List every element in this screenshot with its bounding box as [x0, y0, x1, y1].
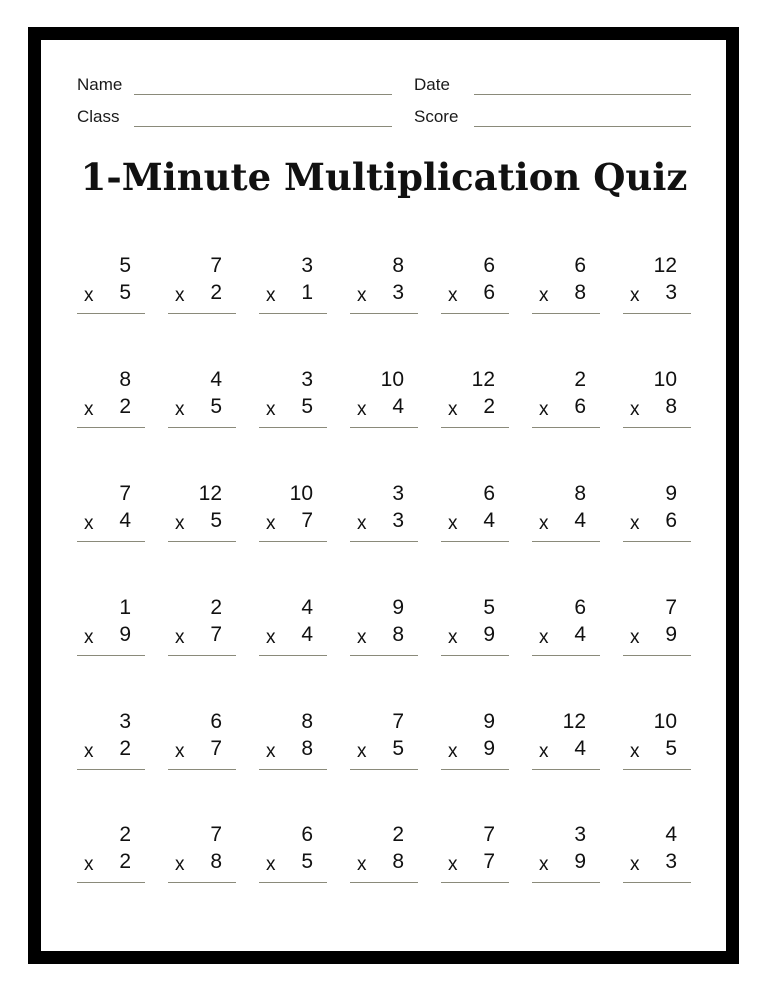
- problem: [623, 482, 691, 552]
- multiply-sign: x: [357, 627, 367, 648]
- problem-top-number: 6: [301, 823, 313, 846]
- answer-line[interactable]: [350, 655, 418, 656]
- problem: [259, 254, 327, 324]
- multiply-sign: x: [630, 513, 640, 534]
- problem: [168, 596, 236, 666]
- problem: [77, 368, 145, 438]
- multiply-sign: x: [630, 854, 640, 875]
- answer-line[interactable]: [77, 769, 145, 770]
- multiply-sign: x: [175, 399, 185, 420]
- problem: [441, 823, 509, 893]
- answer-line[interactable]: [168, 882, 236, 883]
- problem: [168, 482, 236, 552]
- problem: [350, 596, 418, 666]
- problem-top-number: 5: [483, 596, 495, 619]
- multiply-sign: x: [539, 399, 549, 420]
- problem-bottom-number: 9: [119, 623, 131, 646]
- answer-line[interactable]: [259, 655, 327, 656]
- answer-line[interactable]: [532, 313, 600, 314]
- problem-bottom-number: 4: [574, 737, 586, 760]
- problem-bottom-number: 5: [301, 850, 313, 873]
- problem: [259, 482, 327, 552]
- problem-bottom-number: 4: [574, 623, 586, 646]
- answer-line[interactable]: [623, 427, 691, 428]
- problem: [168, 368, 236, 438]
- multiply-sign: x: [357, 399, 367, 420]
- problem-bottom-number: 7: [210, 623, 222, 646]
- answer-line[interactable]: [350, 882, 418, 883]
- multiply-sign: x: [539, 285, 549, 306]
- problem-bottom-number: 5: [210, 509, 222, 532]
- date-label: Date: [414, 75, 450, 94]
- multiply-sign: x: [448, 854, 458, 875]
- problem: [441, 482, 509, 552]
- problem-bottom-number: 8: [665, 395, 677, 418]
- answer-line[interactable]: [441, 769, 509, 770]
- answer-line[interactable]: [623, 769, 691, 770]
- problem: [350, 254, 418, 324]
- problem-top-number: 3: [301, 254, 313, 277]
- problem-top-number: 9: [392, 596, 404, 619]
- multiply-sign: x: [84, 285, 94, 306]
- problem-bottom-number: 4: [574, 509, 586, 532]
- multiply-sign: x: [448, 513, 458, 534]
- multiply-sign: x: [539, 741, 549, 762]
- problem-top-number: 7: [210, 254, 222, 277]
- problem-top-number: 7: [392, 710, 404, 733]
- problem-bottom-number: 3: [665, 850, 677, 873]
- answer-line[interactable]: [168, 427, 236, 428]
- problem-top-number: 12: [653, 254, 677, 277]
- answer-line[interactable]: [441, 655, 509, 656]
- answer-line[interactable]: [350, 541, 418, 542]
- problem: [77, 710, 145, 780]
- problem-bottom-number: 2: [119, 737, 131, 760]
- problem-top-number: 4: [665, 823, 677, 846]
- date-field[interactable]: [474, 94, 691, 95]
- problem-bottom-number: 2: [119, 395, 131, 418]
- multiply-sign: x: [84, 741, 94, 762]
- problem-bottom-number: 3: [665, 281, 677, 304]
- problem-top-number: 3: [301, 368, 313, 391]
- problem-bottom-number: 9: [483, 737, 495, 760]
- problem-bottom-number: 6: [574, 395, 586, 418]
- multiply-sign: x: [266, 741, 276, 762]
- answer-line[interactable]: [623, 655, 691, 656]
- multiply-sign: x: [266, 513, 276, 534]
- answer-line[interactable]: [259, 427, 327, 428]
- problem: [623, 596, 691, 666]
- class-field[interactable]: [134, 126, 392, 127]
- multiply-sign: x: [539, 513, 549, 534]
- answer-line[interactable]: [623, 882, 691, 883]
- problem-bottom-number: 7: [483, 850, 495, 873]
- problem-bottom-number: 4: [392, 395, 404, 418]
- problem: [350, 368, 418, 438]
- problem-top-number: 2: [119, 823, 131, 846]
- problem: [532, 710, 600, 780]
- problem: [350, 710, 418, 780]
- problem: [168, 254, 236, 324]
- answer-line[interactable]: [532, 769, 600, 770]
- problem-top-number: 9: [665, 482, 677, 505]
- multiply-sign: x: [630, 285, 640, 306]
- problem-bottom-number: 2: [483, 395, 495, 418]
- multiply-sign: x: [357, 285, 367, 306]
- problem-bottom-number: 9: [665, 623, 677, 646]
- problem: [532, 368, 600, 438]
- problem: [441, 710, 509, 780]
- problem-top-number: 2: [392, 823, 404, 846]
- multiply-sign: x: [175, 513, 185, 534]
- multiply-sign: x: [175, 627, 185, 648]
- answer-line[interactable]: [441, 427, 509, 428]
- multiply-sign: x: [448, 399, 458, 420]
- problem-top-number: 7: [483, 823, 495, 846]
- problem: [259, 368, 327, 438]
- answer-line[interactable]: [441, 882, 509, 883]
- problem-bottom-number: 5: [392, 737, 404, 760]
- multiply-sign: x: [448, 285, 458, 306]
- answer-line[interactable]: [168, 541, 236, 542]
- problem: [532, 254, 600, 324]
- answer-line[interactable]: [259, 313, 327, 314]
- problem: [441, 368, 509, 438]
- problem-top-number: 8: [392, 254, 404, 277]
- multiply-sign: x: [266, 854, 276, 875]
- problem: [441, 596, 509, 666]
- problem: [77, 596, 145, 666]
- problem-top-number: 3: [574, 823, 586, 846]
- problem-top-number: 7: [119, 482, 131, 505]
- problem-bottom-number: 8: [392, 850, 404, 873]
- answer-line[interactable]: [350, 313, 418, 314]
- problem-bottom-number: 6: [665, 509, 677, 532]
- problem-bottom-number: 1: [301, 281, 313, 304]
- multiply-sign: x: [175, 854, 185, 875]
- problem: [259, 710, 327, 780]
- name-field[interactable]: [134, 94, 392, 95]
- problem: [623, 710, 691, 780]
- problem-top-number: 10: [380, 368, 404, 391]
- answer-line[interactable]: [259, 541, 327, 542]
- problem-bottom-number: 5: [301, 395, 313, 418]
- answer-line[interactable]: [259, 882, 327, 883]
- multiply-sign: x: [84, 854, 94, 875]
- answer-line[interactable]: [350, 769, 418, 770]
- problem: [77, 254, 145, 324]
- answer-line[interactable]: [168, 655, 236, 656]
- score-label: Score: [414, 107, 459, 126]
- answer-line[interactable]: [259, 769, 327, 770]
- multiply-sign: x: [448, 741, 458, 762]
- problem-bottom-number: 4: [119, 509, 131, 532]
- problem-top-number: 1: [119, 596, 131, 619]
- problem-top-number: 12: [198, 482, 222, 505]
- answer-line[interactable]: [168, 313, 236, 314]
- problem-bottom-number: 4: [301, 623, 313, 646]
- problem-top-number: 8: [301, 710, 313, 733]
- problem-bottom-number: 2: [119, 850, 131, 873]
- page-title: 1-Minute Multiplication Quiz: [80, 155, 688, 199]
- problem-bottom-number: 5: [665, 737, 677, 760]
- problem: [259, 823, 327, 893]
- problem-top-number: 4: [301, 596, 313, 619]
- answer-line[interactable]: [77, 427, 145, 428]
- problem-top-number: 10: [289, 482, 313, 505]
- multiply-sign: x: [266, 399, 276, 420]
- class-label: Class: [77, 107, 120, 126]
- problem-bottom-number: 3: [392, 509, 404, 532]
- problem-bottom-number: 9: [483, 623, 495, 646]
- problem: [350, 482, 418, 552]
- problem-bottom-number: 8: [210, 850, 222, 873]
- problem-top-number: 7: [210, 823, 222, 846]
- answer-line[interactable]: [77, 655, 145, 656]
- multiply-sign: x: [630, 399, 640, 420]
- multiply-sign: x: [175, 285, 185, 306]
- problem: [623, 823, 691, 893]
- answer-line[interactable]: [623, 313, 691, 314]
- answer-line[interactable]: [77, 313, 145, 314]
- problem-bottom-number: 3: [392, 281, 404, 304]
- answer-line[interactable]: [77, 541, 145, 542]
- problem-top-number: 6: [574, 254, 586, 277]
- problem-top-number: 3: [119, 710, 131, 733]
- problem: [623, 254, 691, 324]
- answer-line[interactable]: [623, 541, 691, 542]
- problem-bottom-number: 2: [210, 281, 222, 304]
- name-label: Name: [77, 75, 123, 94]
- problem-top-number: 7: [665, 596, 677, 619]
- problem-top-number: 9: [483, 710, 495, 733]
- problem: [441, 254, 509, 324]
- multiply-sign: x: [357, 741, 367, 762]
- problem-bottom-number: 9: [574, 850, 586, 873]
- problem: [532, 823, 600, 893]
- problem-bottom-number: 8: [301, 737, 313, 760]
- answer-line[interactable]: [532, 655, 600, 656]
- multiply-sign: x: [84, 627, 94, 648]
- problem: [168, 823, 236, 893]
- problem-top-number: 3: [392, 482, 404, 505]
- problem: [77, 823, 145, 893]
- problem: [532, 596, 600, 666]
- multiply-sign: x: [539, 854, 549, 875]
- problem-top-number: 2: [210, 596, 222, 619]
- answer-line[interactable]: [441, 541, 509, 542]
- problem-bottom-number: 7: [210, 737, 222, 760]
- problem-top-number: 12: [471, 368, 495, 391]
- problem-top-number: 10: [653, 710, 677, 733]
- problem-top-number: 12: [562, 710, 586, 733]
- problem-top-number: 6: [483, 254, 495, 277]
- problem-top-number: 8: [574, 482, 586, 505]
- multiply-sign: x: [175, 741, 185, 762]
- answer-line[interactable]: [168, 769, 236, 770]
- problem-top-number: 5: [119, 254, 131, 277]
- problem-bottom-number: 7: [301, 509, 313, 532]
- multiply-sign: x: [357, 513, 367, 534]
- multiply-sign: x: [357, 854, 367, 875]
- multiply-sign: x: [84, 513, 94, 534]
- score-field[interactable]: [474, 126, 691, 127]
- problem-bottom-number: 5: [119, 281, 131, 304]
- problem-top-number: 2: [574, 368, 586, 391]
- problem-bottom-number: 5: [210, 395, 222, 418]
- answer-line[interactable]: [441, 313, 509, 314]
- answer-line[interactable]: [532, 541, 600, 542]
- problem-top-number: 10: [653, 368, 677, 391]
- answer-line[interactable]: [532, 427, 600, 428]
- multiply-sign: x: [266, 627, 276, 648]
- multiply-sign: x: [84, 399, 94, 420]
- problem-bottom-number: 6: [483, 281, 495, 304]
- problem-bottom-number: 8: [574, 281, 586, 304]
- problem-top-number: 6: [210, 710, 222, 733]
- problem: [350, 823, 418, 893]
- answer-line[interactable]: [77, 882, 145, 883]
- problem-top-number: 4: [210, 368, 222, 391]
- problem-top-number: 6: [574, 596, 586, 619]
- multiply-sign: x: [448, 627, 458, 648]
- answer-line[interactable]: [350, 427, 418, 428]
- problem: [259, 596, 327, 666]
- multiply-sign: x: [630, 627, 640, 648]
- answer-line[interactable]: [532, 882, 600, 883]
- problem-bottom-number: 4: [483, 509, 495, 532]
- problem: [77, 482, 145, 552]
- problem: [532, 482, 600, 552]
- multiply-sign: x: [630, 741, 640, 762]
- problem-top-number: 6: [483, 482, 495, 505]
- problem: [623, 368, 691, 438]
- multiply-sign: x: [539, 627, 549, 648]
- multiply-sign: x: [266, 285, 276, 306]
- problem-top-number: 8: [119, 368, 131, 391]
- problem-bottom-number: 8: [392, 623, 404, 646]
- problem: [168, 710, 236, 780]
